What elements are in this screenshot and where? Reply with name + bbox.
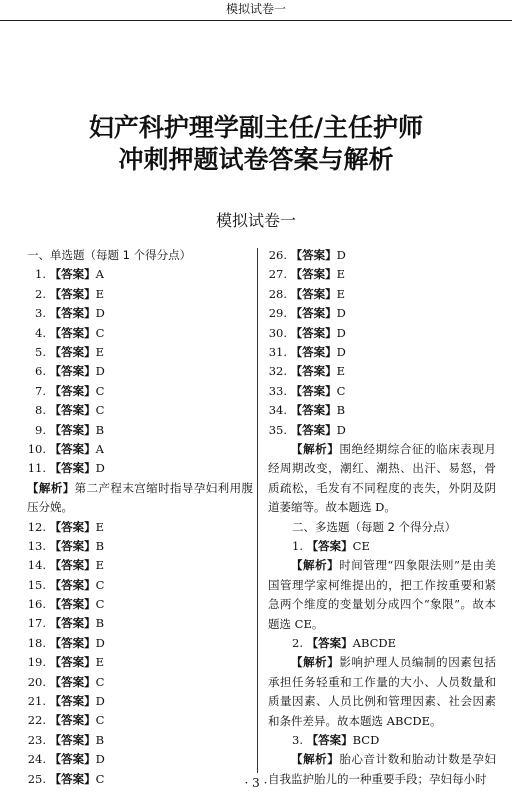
answer-tag: 【答案】 bbox=[49, 383, 96, 398]
title-line-2: 冲刺押题试卷答案与解析 bbox=[118, 145, 394, 174]
answer-tag: 【答案】 bbox=[306, 732, 353, 747]
answer-row bbox=[27, 653, 253, 672]
answer-value: E bbox=[95, 655, 105, 670]
answer-tag: 【答案】 bbox=[290, 286, 337, 301]
answer-row bbox=[27, 614, 253, 633]
answer-tag: 【答案】 bbox=[49, 655, 96, 670]
answer-tag: 【答案】 bbox=[49, 267, 96, 282]
answer-value: B bbox=[95, 538, 105, 553]
answer-value: B bbox=[95, 422, 105, 437]
answer-value: E bbox=[95, 286, 105, 301]
answer-row bbox=[27, 576, 253, 595]
answer-row bbox=[27, 537, 253, 556]
question-number: 22. bbox=[27, 713, 46, 728]
answer-tag: 【答案】 bbox=[49, 771, 96, 786]
question-number: 34. bbox=[268, 403, 287, 418]
question-number: 5. bbox=[35, 344, 46, 359]
question-number: 9. bbox=[35, 422, 46, 437]
answer-value: D bbox=[336, 306, 346, 321]
question-number: 17. bbox=[27, 616, 46, 631]
answer-tag: 【答案】 bbox=[306, 538, 353, 553]
answer-tag: 【答案】 bbox=[49, 635, 96, 650]
analysis-text: 时间管理“四象限法则”是由美国管理学家柯维提出的，把工作按重要和紧急两个维度的变量划分成四个“象限”。故本题选 CE。 bbox=[268, 558, 497, 631]
question-number: 14. bbox=[27, 558, 46, 573]
question-number: 11. bbox=[27, 461, 46, 476]
answer-list-12-25 bbox=[27, 518, 253, 789]
question-number: 20. bbox=[27, 674, 46, 689]
answer-list-1-11 bbox=[27, 265, 253, 478]
answer-tag: 【答案】 bbox=[49, 344, 96, 359]
question-number: 25. bbox=[27, 771, 46, 786]
question-number: 8. bbox=[35, 403, 46, 418]
answer-row bbox=[27, 595, 253, 614]
question-number: 2. bbox=[35, 286, 46, 301]
answer-value: E bbox=[95, 344, 105, 359]
answer-tag: 【答案】 bbox=[49, 519, 96, 534]
question-number: 7. bbox=[35, 383, 46, 398]
analysis-paragraph-11 bbox=[27, 479, 253, 518]
analysis-paragraph bbox=[268, 556, 496, 634]
answer-tag: 【答案】 bbox=[49, 325, 96, 340]
answer-row bbox=[27, 324, 253, 343]
analysis-tag: 【解析】 bbox=[27, 480, 75, 495]
answer-value: C bbox=[95, 577, 105, 592]
answer-value: D bbox=[336, 325, 346, 340]
answer-row bbox=[27, 692, 253, 711]
section-heading-multiple-choice: 二、多选题（每题 2 个得分点） bbox=[292, 519, 457, 534]
column-divider bbox=[257, 248, 258, 773]
answer-row bbox=[268, 731, 496, 750]
answer-tag: 【答案】 bbox=[49, 674, 96, 689]
answer-tag: 【答案】 bbox=[290, 344, 337, 359]
question-number: 1. bbox=[35, 267, 46, 282]
question-number: 3. bbox=[292, 732, 303, 747]
answer-value: C bbox=[95, 713, 105, 728]
answer-row bbox=[268, 343, 496, 362]
answer-tag: 【答案】 bbox=[49, 713, 96, 728]
answer-value: D bbox=[336, 422, 346, 437]
answer-tag: 【答案】 bbox=[49, 461, 96, 476]
question-number: 35. bbox=[268, 422, 287, 437]
answer-row bbox=[268, 382, 496, 401]
question-number: 12. bbox=[27, 519, 46, 534]
answer-value: C bbox=[95, 403, 105, 418]
page-number: · 3 · bbox=[244, 776, 268, 790]
answer-row bbox=[268, 401, 496, 420]
answer-tag: 【答案】 bbox=[290, 364, 337, 379]
answer-tag: 【答案】 bbox=[49, 558, 96, 573]
analysis-text: 胎心音计数和胎动计数是孕妇自我监护胎儿的一种重要手段；孕妇每小时 bbox=[268, 752, 496, 786]
answer-tag: 【答案】 bbox=[49, 441, 96, 456]
answer-row bbox=[27, 634, 253, 653]
answer-row bbox=[27, 750, 253, 769]
answer-tag: 【答案】 bbox=[49, 538, 96, 553]
answer-row bbox=[27, 304, 253, 323]
question-number: 24. bbox=[27, 752, 46, 767]
answer-row bbox=[27, 459, 253, 478]
multi-choice-answers bbox=[268, 537, 496, 789]
answer-row bbox=[27, 440, 253, 459]
answer-row bbox=[268, 421, 496, 440]
question-number: 1. bbox=[292, 538, 303, 553]
question-number: 30. bbox=[268, 325, 287, 340]
answer-value: D bbox=[95, 694, 105, 709]
running-header: 模拟试卷一 bbox=[0, 0, 512, 21]
question-number: 3. bbox=[35, 306, 46, 321]
answer-row bbox=[268, 304, 496, 323]
answer-tag: 【答案】 bbox=[49, 422, 96, 437]
answer-tag: 【答案】 bbox=[49, 286, 96, 301]
answer-value: D bbox=[95, 752, 105, 767]
analysis-text: 围绝经期综合征的临床表现月经周期改变，潮红、潮热、出汗、易怒，骨质疏松，毛发有不同程度的丧失，外阴及阴道萎缩等。故本题选 D。 bbox=[268, 441, 496, 515]
answer-tag: 【答案】 bbox=[290, 306, 337, 321]
answer-value: B bbox=[95, 616, 105, 631]
answer-row bbox=[27, 265, 253, 284]
question-number: 15. bbox=[27, 577, 46, 592]
analysis-tag: 【解析】 bbox=[291, 752, 340, 767]
answer-row bbox=[268, 324, 496, 343]
answer-value: A bbox=[95, 267, 104, 282]
answer-tag: 【答案】 bbox=[49, 597, 96, 612]
left-column bbox=[27, 246, 253, 789]
question-number: 29. bbox=[268, 306, 287, 321]
answer-tag: 【答案】 bbox=[290, 403, 337, 418]
question-number: 2. bbox=[292, 635, 303, 650]
answer-value: D bbox=[336, 248, 346, 262]
answer-value: C bbox=[95, 383, 105, 398]
question-number: 19. bbox=[27, 655, 46, 670]
answer-value: D bbox=[336, 344, 346, 359]
question-number: 31. bbox=[268, 344, 287, 359]
analysis-tag: 【解析】 bbox=[291, 558, 340, 573]
answer-value: E bbox=[95, 558, 105, 573]
question-number: 6. bbox=[35, 364, 46, 379]
analysis-paragraph bbox=[268, 653, 496, 731]
question-number: 10. bbox=[27, 441, 46, 456]
answer-value: BCD bbox=[352, 732, 380, 747]
answer-tag: 【答案】 bbox=[290, 383, 337, 398]
answer-value: D bbox=[95, 306, 105, 321]
answer-value: B bbox=[336, 403, 346, 418]
right-column bbox=[268, 246, 496, 789]
answer-value: E bbox=[95, 519, 105, 534]
answer-row bbox=[268, 285, 496, 304]
answer-row bbox=[27, 362, 253, 381]
section-heading-single-choice: 一、单选题（每题 1 个得分点） bbox=[27, 248, 192, 262]
question-number: 4. bbox=[35, 325, 46, 340]
answer-value: C bbox=[95, 597, 105, 612]
title-line-1: 妇产科护理学副主任/主任护师 bbox=[88, 113, 424, 142]
answer-row bbox=[27, 731, 253, 750]
answer-value: C bbox=[336, 383, 346, 398]
answer-row bbox=[268, 537, 496, 556]
question-number: 33. bbox=[268, 383, 287, 398]
answer-value: B bbox=[95, 732, 105, 747]
analysis-tag: 【解析】 bbox=[291, 655, 340, 670]
answer-row bbox=[27, 421, 253, 440]
answer-list-26-35 bbox=[268, 246, 496, 440]
answer-value: C bbox=[95, 325, 105, 340]
answer-value: ABCDE bbox=[352, 635, 397, 650]
answer-row bbox=[27, 285, 253, 304]
answer-value: A bbox=[95, 441, 104, 456]
answer-value: E bbox=[336, 286, 346, 301]
answer-value: C bbox=[95, 771, 105, 786]
question-number: 28. bbox=[268, 286, 287, 301]
question-number: 18. bbox=[27, 635, 46, 650]
question-number: 23. bbox=[27, 732, 46, 747]
question-number: 13. bbox=[27, 538, 46, 553]
answer-tag: 【答案】 bbox=[49, 752, 96, 767]
question-number: 21. bbox=[27, 694, 46, 709]
answer-row bbox=[27, 673, 253, 692]
paper-subtitle: 模拟试卷一 bbox=[215, 211, 296, 230]
analysis-paragraph-35 bbox=[268, 440, 496, 518]
answer-tag: 【答案】 bbox=[290, 422, 337, 437]
answer-tag: 【答案】 bbox=[290, 248, 337, 262]
question-number: 16. bbox=[27, 597, 46, 612]
question-number: 27. bbox=[268, 267, 287, 282]
answer-row bbox=[268, 246, 496, 265]
answer-tag: 【答案】 bbox=[290, 267, 337, 282]
answer-row bbox=[27, 382, 253, 401]
answer-row bbox=[27, 401, 253, 420]
answer-tag: 【答案】 bbox=[49, 694, 96, 709]
answer-tag: 【答案】 bbox=[306, 635, 353, 650]
answer-row bbox=[27, 518, 253, 537]
answer-tag: 【答案】 bbox=[49, 616, 96, 631]
answer-tag: 【答案】 bbox=[49, 306, 96, 321]
answer-row bbox=[27, 556, 253, 575]
answer-value: E bbox=[336, 364, 346, 379]
answer-value: C bbox=[95, 674, 105, 689]
question-number: 26. bbox=[268, 248, 287, 262]
answer-value: CE bbox=[352, 538, 370, 553]
answer-value: E bbox=[336, 267, 346, 282]
answer-row bbox=[268, 265, 496, 284]
answer-tag: 【答案】 bbox=[49, 403, 96, 418]
question-number: 32. bbox=[268, 364, 287, 379]
answer-row bbox=[268, 634, 496, 653]
answer-row bbox=[268, 362, 496, 381]
answer-row bbox=[27, 343, 253, 362]
answer-value: D bbox=[95, 364, 105, 379]
answer-value: D bbox=[95, 635, 105, 650]
answer-row bbox=[27, 711, 253, 730]
answer-tag: 【答案】 bbox=[290, 325, 337, 340]
answer-tag: 【答案】 bbox=[49, 732, 96, 747]
answer-tag: 【答案】 bbox=[49, 364, 96, 379]
answer-tag: 【答案】 bbox=[49, 577, 96, 592]
analysis-text: 第二产程末宫缩时指导孕妇利用腹压分娩。 bbox=[27, 480, 254, 515]
analysis-text: 影响护理人员编制的因素包括承担任务轻重和工作量的大小、人员数量和质量因素、人员比例和管理因素、社会因素和条件差异。故本题选 ABCDE。 bbox=[268, 655, 496, 728]
answer-value: D bbox=[95, 461, 105, 476]
analysis-tag: 【解析】 bbox=[291, 441, 340, 456]
